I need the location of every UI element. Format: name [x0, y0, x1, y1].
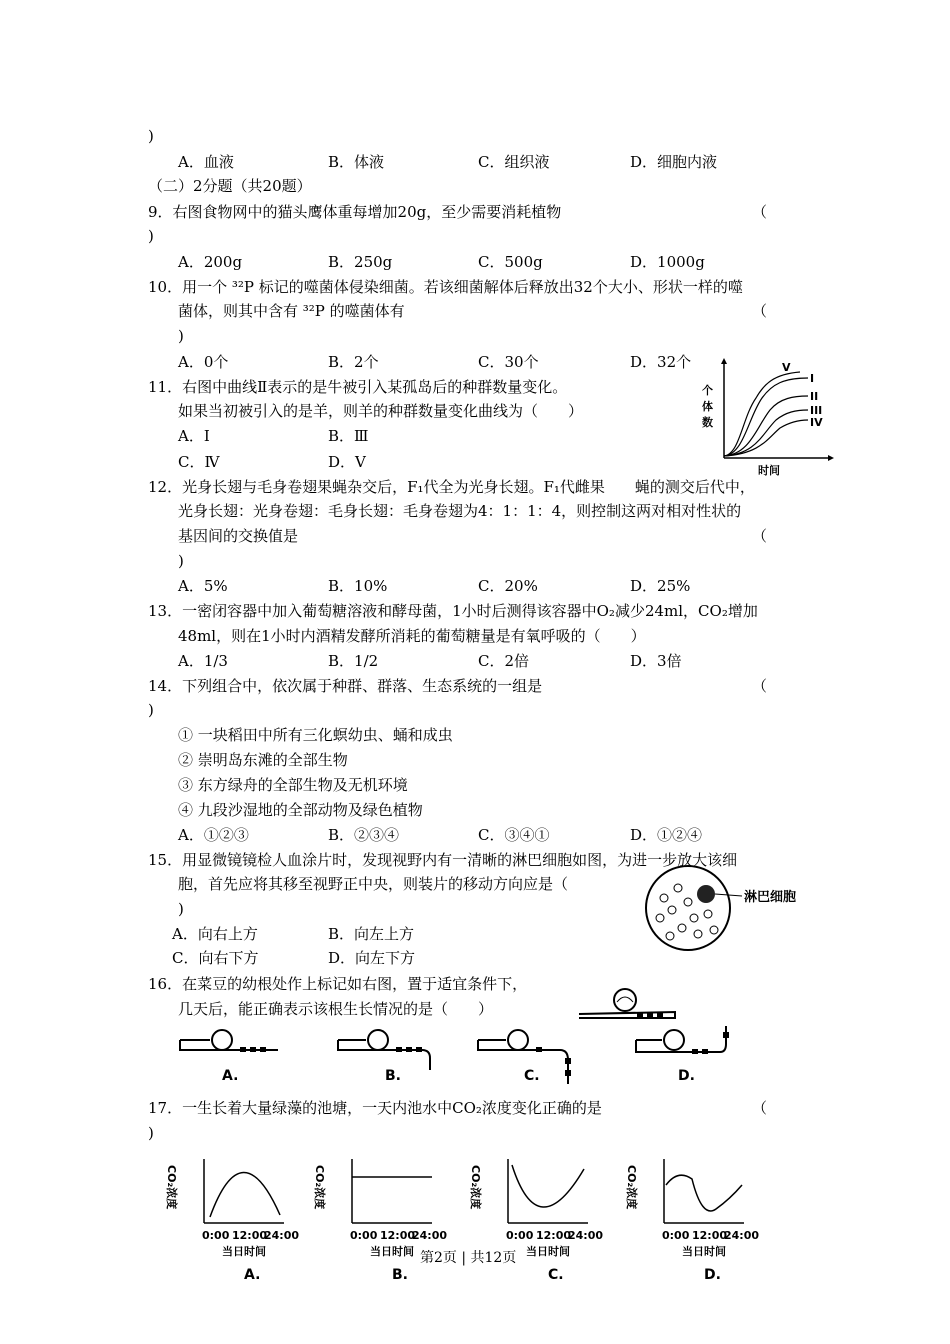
curve-a — [210, 1172, 280, 1217]
ylabel: CO₂浓度 — [165, 1165, 178, 1210]
prev-question-paren: ) — [148, 127, 154, 145]
q14-item-2: ② 崇明岛东滩的全部生物 — [178, 751, 348, 769]
curve-label-iii: III — [810, 404, 823, 417]
curve-c — [512, 1165, 584, 1207]
q10-option-d: D．32个 — [630, 353, 692, 371]
ylabel-0: 个 — [702, 384, 713, 397]
curve-label-iv: IV — [810, 416, 823, 429]
q11-line1: 11．右图中曲线Ⅱ表示的是牛被引入某孤岛后的种群数量变化。 — [148, 378, 568, 396]
q15-line2: 胞，首先应将其移至视野正中央，则装片的移动方向应是（ — [178, 875, 569, 893]
q10-line2: 菌体，则其中含有 ³²P 的噬菌体有 — [178, 302, 405, 320]
tick-0: 0:00 — [662, 1229, 690, 1242]
seedling-choice-a — [170, 1028, 310, 1092]
ylabel: CO₂浓度 — [469, 1165, 482, 1210]
curve-label-ii: II — [810, 390, 819, 403]
tick-24: 24:00 — [412, 1229, 448, 1242]
q11-option-a: A．Ⅰ — [178, 427, 210, 445]
lymphocyte-cell — [697, 885, 715, 903]
choice-label-a: A. — [222, 1068, 239, 1084]
xlabel: 当日时间 — [682, 1245, 726, 1258]
q12-option-a: A．5% — [178, 577, 228, 595]
curve-v — [724, 372, 800, 456]
q14-item-4: ④ 九段沙湿地的全部动物及绿色植物 — [178, 801, 423, 819]
co2-graph-d — [625, 1155, 760, 1283]
tick-0: 0:00 — [350, 1229, 378, 1242]
q10-option-b: B．2个 — [328, 353, 379, 371]
q11-option-d: D．Ⅴ — [328, 453, 366, 471]
option-a: A．血液 — [178, 153, 234, 171]
seedling-choice-d — [628, 1020, 738, 1070]
choice-label-c: C. — [524, 1068, 540, 1084]
q10-close-paren: ) — [178, 327, 184, 345]
xlabel: 当日时间 — [370, 1245, 414, 1258]
q14-line1: 14．下列组合中，依次属于种群、群落、生态系统的一组是 — [148, 677, 543, 695]
tick-0: 0:00 — [506, 1229, 534, 1242]
graph-label: C. — [548, 1267, 564, 1283]
q13-line1: 13．一密闭容器中加入葡萄糖溶液和酵母菌，1小时后测得该容器中O₂减少24ml，CO₂增加 — [148, 602, 758, 620]
q14-item-3: ③ 东方绿舟的全部生物及无机环境 — [178, 776, 408, 794]
tick-12: 12:00 — [692, 1229, 728, 1242]
q14-item-1: ① 一块稻田中所有三化螟幼虫、蛹和成虫 — [178, 726, 453, 744]
q9-text: 9．右图食物网中的猫头鹰体重每增加20g，至少需要消耗植物 — [148, 203, 562, 221]
graph-label: B. — [392, 1267, 408, 1283]
q12-line1: 12．光身长翅与毛身卷翅果蝇杂交后，F₁代全为光身长翅。F₁代雌果 蝇的测交后代中， — [148, 478, 755, 496]
graph-label: A. — [244, 1267, 261, 1283]
curve-d — [666, 1175, 742, 1211]
q13-option-b: B．1/2 — [328, 652, 379, 670]
q14-open-paren: （ — [752, 677, 768, 695]
population-curves-graph — [700, 358, 835, 478]
seedling-choice-c — [470, 1028, 610, 1092]
ylabel: CO₂浓度 — [313, 1165, 326, 1210]
curve-label-i: I — [810, 372, 815, 385]
q13-line2: 48ml，则在1小时内酒精发酵所消耗的葡萄糖量是有氧呼吸的（ ） — [178, 627, 646, 645]
q14-option-a: A．①②③ — [178, 826, 249, 844]
q9-option-c: C．500g — [478, 253, 543, 271]
q9-option-d: D．1000g — [630, 253, 705, 271]
q14-option-d: D．①②④ — [630, 826, 703, 844]
q10-option-a: A．0个 — [178, 353, 229, 371]
q15-line1: 15．用显微镜镜检人血涂片时，发现视野内有一清晰的淋巴细胞如图，为进一步放大该细 — [148, 851, 738, 869]
page-footer: 第2页 | 共12页 — [420, 1250, 517, 1266]
q16-line2: 几天后，能正确表示该根生长情况的是（ ） — [178, 1000, 494, 1018]
q15-option-d: D．向左下方 — [328, 949, 416, 967]
q12-line3: 基因间的交换值是 — [178, 527, 299, 545]
tick-0: 0:00 — [202, 1229, 230, 1242]
q15-option-b: B．向左上方 — [328, 925, 415, 943]
tick-12: 12:00 — [380, 1229, 416, 1242]
tick-12: 12:00 — [536, 1229, 572, 1242]
q11-line2: 如果当初被引入的是羊，则羊的种群数量变化曲线为（ ） — [178, 402, 584, 420]
tick-24: 24:00 — [264, 1229, 300, 1242]
xlabel: 当日时间 — [526, 1245, 570, 1258]
ylabel: CO₂浓度 — [625, 1165, 638, 1210]
q12-option-b: B．10% — [328, 577, 388, 595]
xlabel: 时间 — [758, 464, 780, 477]
q17-close-paren: ) — [148, 1124, 154, 1142]
q15-close-paren: ) — [178, 900, 184, 918]
section-heading: （二）2分题（共20题） — [148, 177, 312, 195]
q12-close-paren: ) — [178, 552, 184, 570]
q14-option-b: B．②③④ — [328, 826, 400, 844]
q14-option-c: C．③④① — [478, 826, 550, 844]
tick-12: 12:00 — [232, 1229, 268, 1242]
q13-option-a: A．1/3 — [178, 652, 228, 670]
curve-ii — [724, 396, 808, 456]
q10-line1: 10．用一个 ³²P 标记的噬菌体侵染细菌。若该细菌解体后释放出32个大小、形状一样的噬 — [148, 278, 743, 296]
q9-option-b: B．250g — [328, 253, 393, 271]
graph-label: D. — [704, 1267, 721, 1283]
ylabel-1: 体 — [702, 400, 713, 413]
choice-label-b: B. — [385, 1068, 401, 1084]
microscope-field-figure — [642, 862, 822, 958]
curve-iv — [724, 420, 808, 456]
q10-option-c: C．30个 — [478, 353, 539, 371]
q13-option-d: D．3倍 — [630, 652, 682, 670]
q10-open-paren: （ — [752, 302, 768, 320]
q17-open-paren: （ — [752, 1099, 768, 1117]
xlabel: 当日时间 — [222, 1245, 266, 1258]
q14-close-paren: ) — [148, 701, 154, 719]
q9-option-a: A．200g — [178, 253, 243, 271]
curve-label-v: V — [782, 361, 791, 374]
co2-graph-a — [165, 1155, 300, 1283]
q12-option-c: C．20% — [478, 577, 538, 595]
q11-option-b: B．Ⅲ — [328, 427, 369, 445]
q12-option-d: D．25% — [630, 577, 691, 595]
q17-line1: 17．一生长着大量绿藻的池塘，一天内池水中CO₂浓度变化正确的是 — [148, 1099, 602, 1117]
lymphocyte-label: 淋巴细胞 — [744, 890, 797, 905]
option-d: D．细胞内液 — [630, 153, 718, 171]
option-c: C．组织液 — [478, 153, 550, 171]
q15-option-c: C．向右下方 — [172, 949, 259, 967]
q16-line1: 16．在菜豆的幼根处作上标记如右图，置于适宜条件下， — [148, 975, 528, 993]
tick-24: 24:00 — [568, 1229, 604, 1242]
q11-option-c: C．Ⅳ — [178, 453, 220, 471]
q15-option-a: A．向右上方 — [172, 925, 258, 943]
choice-label-d: D. — [678, 1068, 695, 1084]
seedling-reference — [575, 986, 690, 1024]
q12-line2: 光身长翅：光身卷翅：毛身长翅：毛身卷翅为4：1：1：4，则控制这两对相对性状的 — [178, 502, 742, 520]
option-b: B．体液 — [328, 153, 385, 171]
tick-24: 24:00 — [724, 1229, 760, 1242]
q12-open-paren: （ — [752, 527, 768, 545]
q13-option-c: C．2倍 — [478, 652, 530, 670]
q9-open-paren: （ — [752, 203, 768, 221]
q9-close-paren: ) — [148, 227, 154, 245]
ylabel-2: 数 — [702, 416, 713, 429]
